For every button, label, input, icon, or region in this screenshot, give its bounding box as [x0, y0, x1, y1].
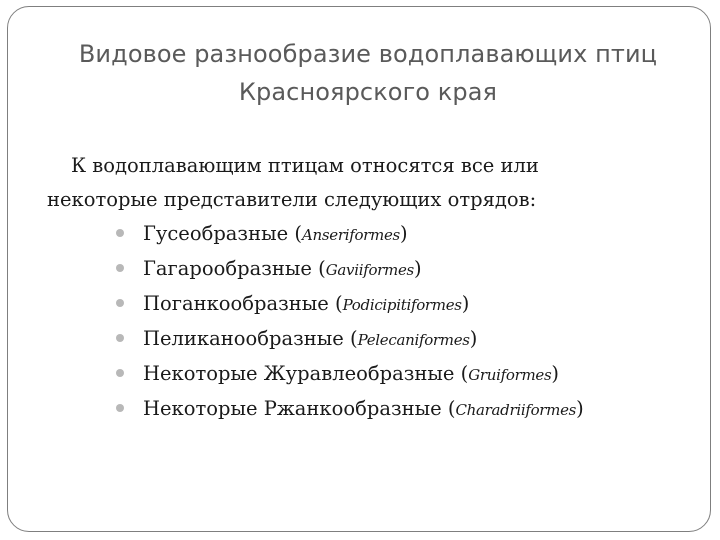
list-item: Некоторые Журавлеобразные (Gruiformes) [47, 357, 687, 392]
order-latin: Anseriformes [301, 226, 400, 244]
bullet-icon [116, 369, 124, 377]
order-name: Пеликанообразные [143, 327, 344, 350]
title-line-2: Красноярского края [238, 78, 498, 106]
bullet-icon [116, 299, 124, 307]
bullet-icon [116, 334, 124, 342]
order-name: Гагарообразные [143, 257, 312, 280]
order-latin: Charadriiformes [455, 401, 577, 419]
list-item: Гагарообразные (Gaviiformes) [47, 252, 687, 287]
title-line-1: Видовое разнообразие водоплавающих птиц [78, 40, 658, 68]
order-name: Гусеобразные [143, 222, 289, 245]
order-name: Поганкообразные [143, 292, 329, 315]
orders-list [47, 217, 687, 427]
list-item: Некоторые Ржанкообразные (Charadriiformes) [47, 392, 687, 427]
order-latin: Podicipitiformes [342, 296, 462, 314]
intro-line-1: К водоплавающим птицам относятся все или [71, 154, 539, 177]
order-name: Некоторые Журавлеобразные [143, 362, 455, 385]
list-item: Гусеобразные (Anseriformes) [47, 217, 687, 252]
bullet-icon [116, 264, 124, 272]
list-item: Поганкообразные (Podicipitiformes) [47, 287, 687, 322]
order-latin: Gruiformes [468, 366, 552, 384]
slide-title [48, 35, 688, 111]
order-name: Некоторые Ржанкообразные [143, 397, 442, 420]
bullet-icon [116, 229, 124, 237]
order-latin: Pelecaniformes [357, 331, 470, 349]
intro-line-2: некоторые представители следующих отрядов: [47, 188, 537, 211]
bullet-icon [116, 404, 124, 412]
order-latin: Gaviiformes [325, 261, 414, 279]
list-item: Пеликанообразные (Pelecaniformes) [47, 322, 687, 357]
slide-body [47, 149, 687, 427]
